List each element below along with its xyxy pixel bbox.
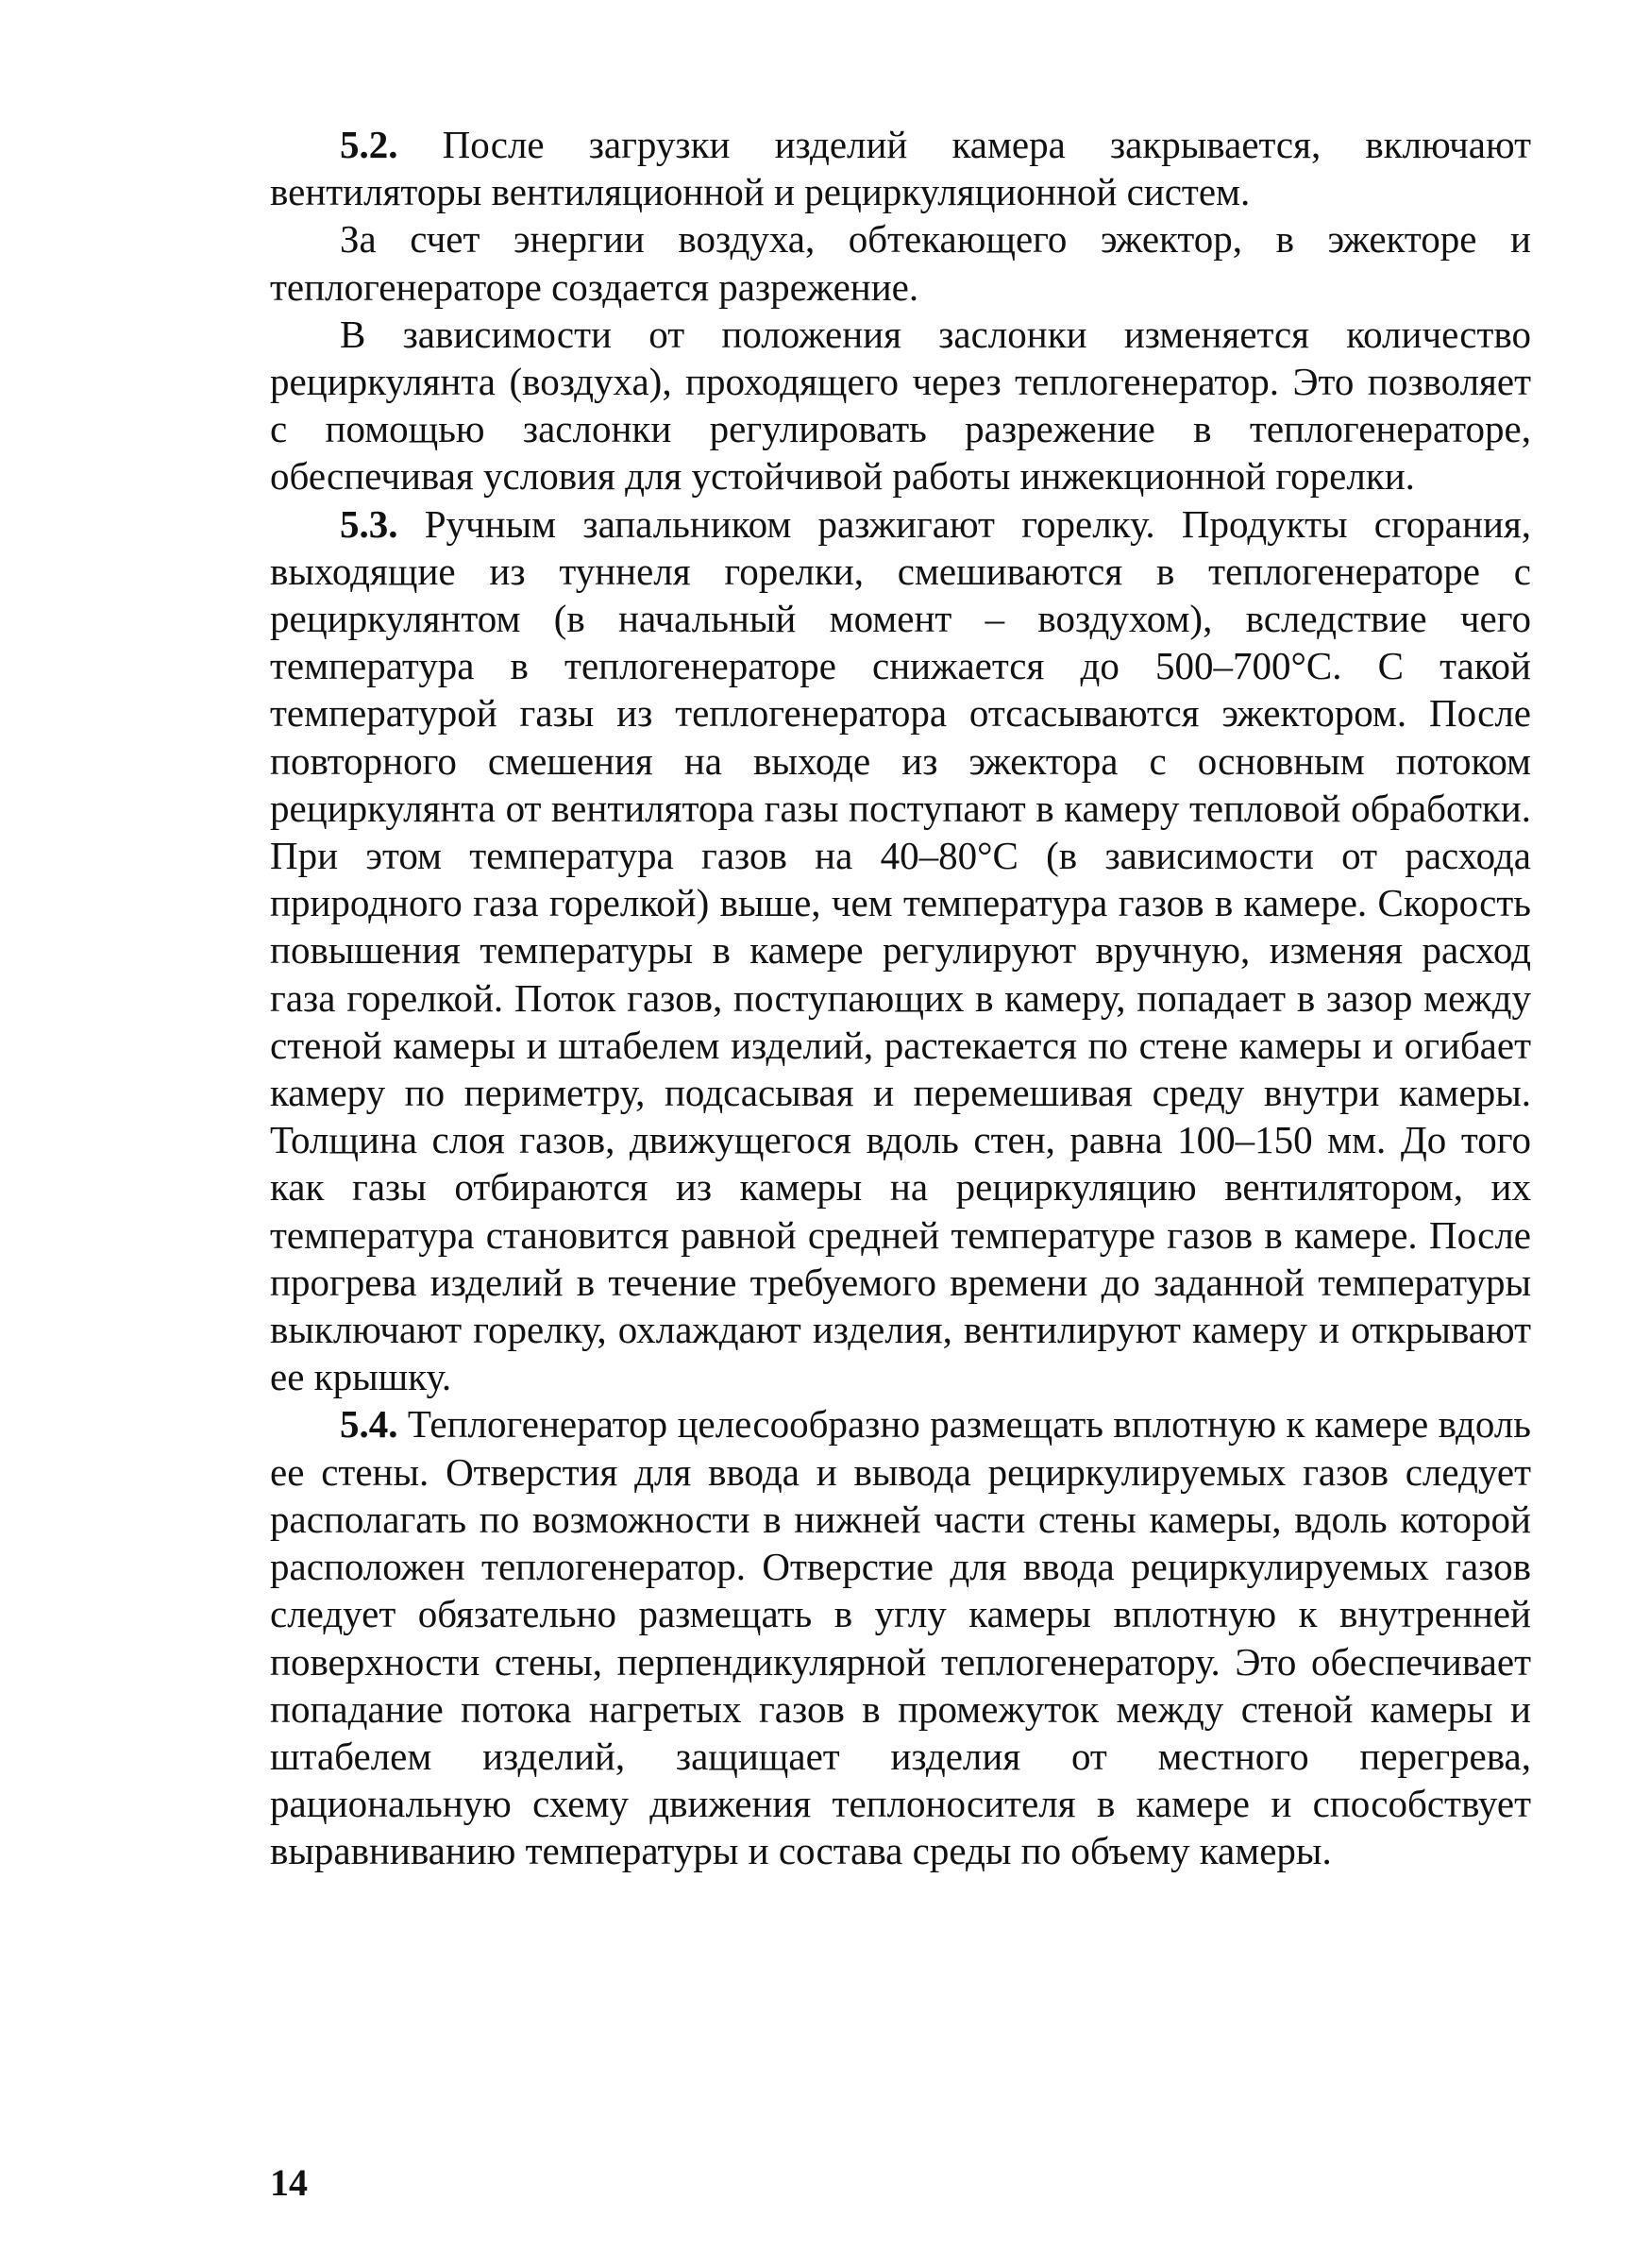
paragraph-text: Теплогенератор целесообразно размещать вплотную к камере вдоль ее стены. Отверстия для ввода и вывода рециркулируемых газов следует располагать по возможности в нижней части стены камеры, вдоль которой расположен теплогенератор. Отверстие для ввода рециркулируемых газов следует обязательно размещать в углу камеры вплотную к внутренней поверхности стены, перпендикулярной теплогенератору. Это обеспечивает попадание потока нагретых газов в промежуток между стеной камеры и штабелем изделий, защищает изделия от местного перегрева, рациональную схему движения теплоносителя в камере и способствует выравниванию температуры и состава среды по объему камеры. (270, 1402, 1531, 1873)
paragraph-5-2 (270, 121, 1531, 215)
paragraph-text: За счет энергии воздуха, обтекающего эжектор, в эжекторе и теплогенераторе создается разрежение. (270, 217, 1531, 309)
paragraph-text: Ручным запальником разжигают горелку. Продукты сгорания, выходящие из туннеля горелки, смешиваются в теплогенераторе с рециркулянтом (в начальный момент – воздухом), вследствие чего температура в теплогенераторе снижается до 500–700°С. С такой температурой газы из теплогенератора отсасываются эжектором. После повторного смешения на выходе из эжектора с основным потоком рециркулянта от вентилятора газы поступают в камеру тепловой обработки. При этом температура газов на 40–80°С (в зависимости от расхода природного газа горелкой) выше, чем температура газов в камере. Скорость повышения температуры в камере регулируют вручную, изменяя расход газа горелкой. Поток газов, поступающих в камеру, попадает в зазор между стеной камеры и штабелем изделий, растекается по стене камеры и огибает камеру по периметру, подсасывая и перемешивая среду внутри камеры. Толщина слоя газов, движущегося вдоль стен, равна 100–150 мм. До того как газы отбираются из камеры на рециркуляцию вентилятором, их температура становится равной средней температуре газов в камере. После прогрева изделий в течение требуемого времени до заданной температуры выключают горелку, охлаждают изделия, вентилируют камеру и открывают ее крышку. (270, 501, 1531, 1399)
paragraph-5-4 (270, 1400, 1531, 1874)
document-page (270, 121, 1531, 1875)
paragraph-damper (270, 311, 1531, 500)
section-number: 5.4. (340, 1402, 398, 1447)
paragraph-5-3 (270, 500, 1531, 1401)
paragraph-text: В зависимости от положения заслонки изменяется количество рециркулянта (воздуха), проходящего через теплогенератор. Это позволяет с помощью заслонки регулировать разрежение в теплогенераторе, обеспечивая условия для устойчивой работы инжекционной горелки. (270, 312, 1531, 499)
page-number: 14 (270, 2161, 308, 2204)
paragraph-text: После загрузки изделий камера закрывается, включают вентиляторы вентиляционной и рециркуляционной систем. (270, 123, 1531, 214)
section-number: 5.2. (340, 123, 398, 166)
paragraph-ejector (270, 215, 1531, 310)
section-number: 5.3. (340, 501, 398, 546)
